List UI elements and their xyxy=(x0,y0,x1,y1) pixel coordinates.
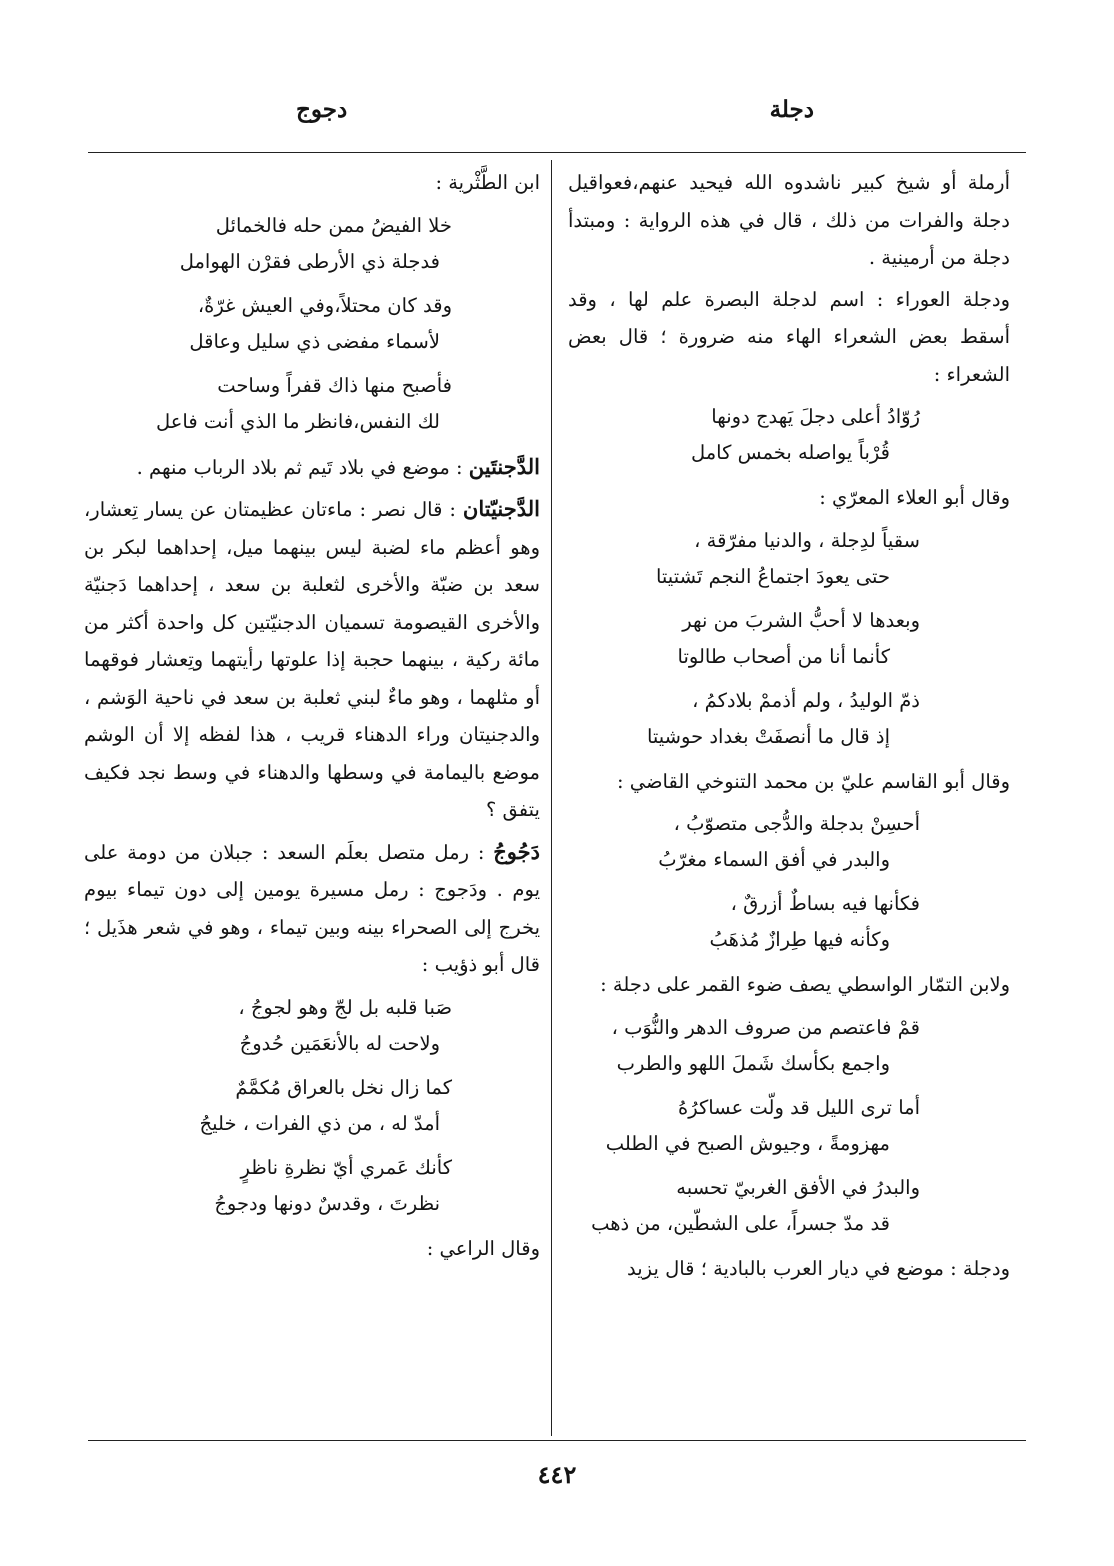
verse-line: كأنما أنا من أصحاب طالوتا xyxy=(677,644,890,668)
verse-line: حتى يعودَ اجتماعُ النجم تَشتيتا xyxy=(655,564,890,588)
paragraph: ودجلة العوراء : اسم لدجلة البصرة علم لها ، وقد أسقط بعض الشعراء الهاء منه ضرورة ؛ قال بعض الشعراء : xyxy=(568,287,1010,386)
entry-text: : رمل متصل بعلَم السعد : جبلان من دومة على يوم . ودَجوج : رمل مسيرة يومين إلى دون تيماء بيوم يخرج إلى الصحراء بينه وبين تيماء ، وهو في شعر هذَيل ؛ قال أبو ذؤيب : xyxy=(84,840,540,976)
verse-line: والبدر في أفق السماء مغرّبُ xyxy=(658,848,890,871)
header-right-word: دجلة xyxy=(769,96,814,123)
verse xyxy=(568,399,1010,471)
verse-line: كما زال نخل بالعراق مُكمَّمٌ xyxy=(235,1075,452,1099)
verse xyxy=(84,368,540,440)
verse-line: نظرتَ ، وقدسٌ دونها ودجوجُ xyxy=(214,1191,440,1215)
verse-line: وكأنه فيها طِرازٌ مُذهَبُ xyxy=(709,928,890,951)
paragraph: أرملة أو شيخ كبير ناشدوه الله فيحيد عنهم،فعواقيل دجلة والفرات من ذلك ، قال في هذه الرواية : ومبتدأ دجلة من أرمينية . xyxy=(568,171,1010,269)
verse xyxy=(84,1150,540,1222)
verse xyxy=(568,886,1010,958)
verse xyxy=(84,1070,540,1142)
verse xyxy=(568,683,1010,755)
verse-line: أمدّ له ، من ذي الفرات ، خليجُ xyxy=(199,1111,440,1135)
verse-line: أحسِنْ بدجلة والدُّجى متصوّبُ ، xyxy=(673,812,920,835)
verse xyxy=(568,1170,1010,1242)
verse xyxy=(568,603,1010,675)
verse xyxy=(84,288,540,360)
entry-headword: دَجُوجُ xyxy=(493,838,540,864)
verse-line: قمْ فاعتصم من صروف الدهر والنُّوَب ، xyxy=(611,1015,920,1039)
paragraph: ابن الطَّثْرية : xyxy=(435,171,540,194)
right-column xyxy=(568,164,1010,1432)
paragraph: وقال الراعي : xyxy=(426,1236,540,1260)
verse-line: إذ قال ما أنصفَتْ بغداد حوشيتا xyxy=(646,724,890,748)
verse xyxy=(84,990,540,1062)
verse-line: فكأنها فيه بساطٌ أزرقٌ ، xyxy=(730,892,920,915)
verse-line: وبعدها لا أحبُّ الشربَ من نهر xyxy=(682,608,920,632)
verse-line: والبدرُ في الأفق الغربيّ تحسبه xyxy=(676,1175,920,1199)
paragraph: ودجلة : موضع في ديار العرب بالبادية ؛ قال يزيد xyxy=(627,1256,1010,1280)
entry xyxy=(84,448,540,487)
verse-line: سقياً لدِجلة ، والدنيا مفرّقة ، xyxy=(694,528,920,552)
running-header xyxy=(0,96,1114,136)
verse-line: لأسماء مفضى ذي سليل وعاقل xyxy=(189,329,440,353)
verse xyxy=(568,523,1010,595)
left-column xyxy=(84,164,540,1432)
header-left-word: دجوج xyxy=(296,96,348,123)
verse-line: رُوّادُ أعلى دجلَ يَهدج دونها xyxy=(711,405,920,428)
verse-line: كأنك عَمري أيّ نظرةِ ناظرٍ xyxy=(240,1155,452,1179)
verse-line: صَبا قلبه بل لجّ وهو لجوجُ ، xyxy=(238,995,452,1019)
verse-line: قُرْباً يواصله بخمس كامل xyxy=(690,441,890,464)
verse-line: ولاحت له بالأنعَمَين حُدوجُ xyxy=(239,1031,440,1055)
bottom-rule xyxy=(88,1440,1026,1441)
entry-text: : قال نصر : ماءتان عظيمتان عن يسار تِعشار، وهو أعظم ماء لضبة ليس بينهما ميل، إحداهما لبكر بن سعد بن ضبّة والأخرى لثعلبة بن سعد ، إحداهما دَجنيّة والأخرى القيصومة تسميان الدجنيّتين كل واحدة أكثر من مائة ركية ، بينهما حجبة إذا علوتها رأيتهما وتِعشار فوقهما أو مثلهما ، وهو ماءٌ لبني ثعلبة بن سعد في ناحية الوَشم ، والدجنيتان وراء الدهناء قريب ، هذا لفظه إلا أن الوشم موضع باليمامة في وسطها والدهناء في وسط نجد فكيف يتفق ؟ xyxy=(84,498,540,821)
entry-headword: الدَّجنيّتان xyxy=(462,496,540,521)
verse-line: ذمّ الوليدُ ، ولم أذممْ بلادكمُ ، xyxy=(692,688,920,712)
entry xyxy=(84,833,540,984)
paragraph: وقال أبو العلاء المعرّي : xyxy=(819,486,1010,509)
verse xyxy=(84,208,540,280)
paragraph: وقال أبو القاسم عليّ بن محمد التنوخي القاضي : xyxy=(616,769,1010,793)
paragraph: ولابن التمّار الواسطي يصف ضوء القمر على دجلة : xyxy=(600,973,1010,996)
verse-line: مهزومةً ، وجيوش الصبح في الطلب xyxy=(605,1131,890,1155)
top-rule xyxy=(88,152,1026,153)
verse xyxy=(568,1090,1010,1162)
verse xyxy=(568,806,1010,878)
verse-line: خلا الفيضُ ممن حله فالخمائل xyxy=(215,213,452,237)
entry-headword: الدَّجنتَين xyxy=(468,453,540,479)
verse-line: أما ترى الليل قد ولّت عساكرُهُ xyxy=(677,1095,920,1119)
verse-line: قد مدّ جسراً، على الشطّين، من ذهب xyxy=(591,1211,890,1235)
verse-line: فأصبح منها ذاك قفراً وساحت xyxy=(217,373,452,397)
entry-text: : موضع في بلاد تَيم ثم بلاد الرباب منهم . xyxy=(136,455,463,479)
page-number: ٤٤٢ xyxy=(537,1460,577,1489)
verse-line: لك النفس،فانظر ما الذي أنت فاعل xyxy=(156,409,440,433)
verse-line: واجمع بكأسك شَملَ اللهو والطرب xyxy=(616,1051,890,1075)
entry xyxy=(84,490,540,829)
verse-line: فدجلة ذي الأرطى فقرْن الهوامل xyxy=(179,249,440,273)
column-divider xyxy=(551,160,552,1436)
verse-line: وقد كان محتلاً،وفي العيش غرّةٌ، xyxy=(197,293,452,317)
verse xyxy=(568,1010,1010,1082)
